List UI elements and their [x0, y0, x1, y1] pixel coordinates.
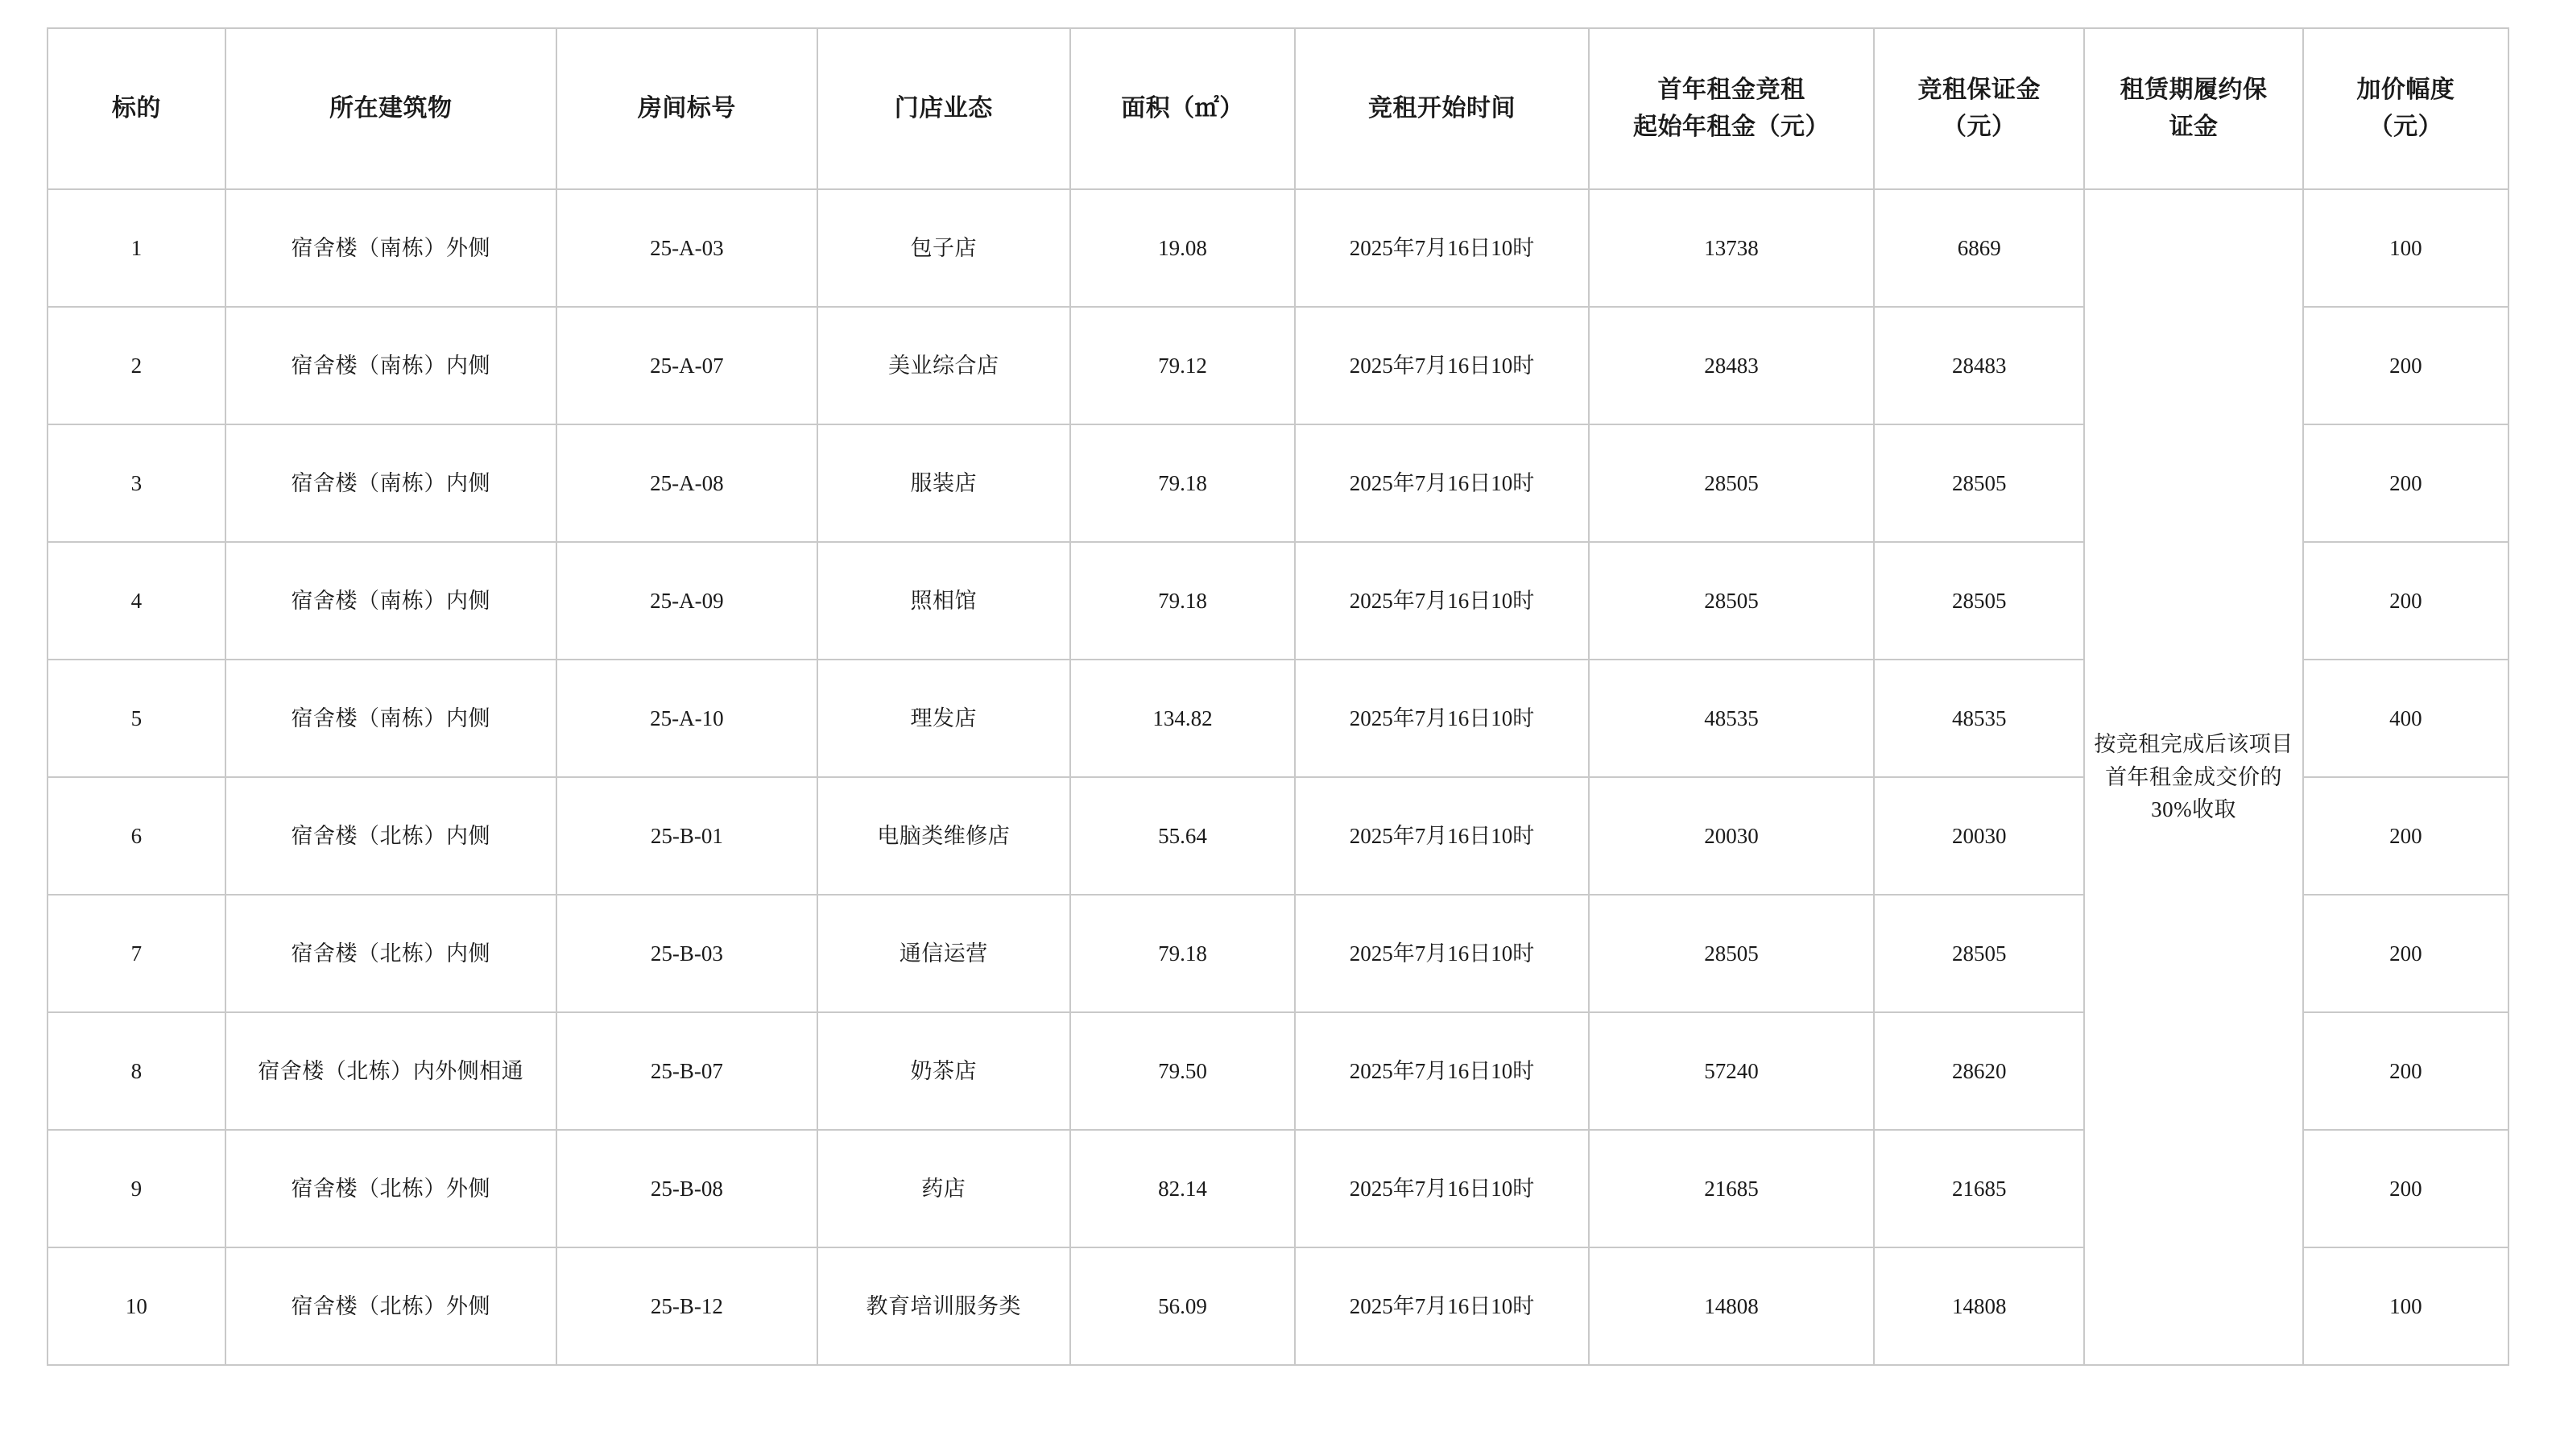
- col-incr: [2303, 28, 2508, 189]
- cell-bid-number: 9: [48, 1130, 225, 1247]
- cell-increment: 200: [2303, 307, 2508, 424]
- cell-increment: 200: [2303, 424, 2508, 542]
- cell-room-number: 25-A-09: [556, 542, 817, 660]
- cell-area: 82.14: [1070, 1130, 1295, 1247]
- col-perf-line-1: 租赁期履约保: [2120, 76, 2268, 103]
- cell-bid-deposit: 28505: [1874, 424, 2084, 542]
- cell-business-type: 服装店: [817, 424, 1070, 542]
- cell-business-type: 奶茶店: [817, 1012, 1070, 1130]
- cell-bid-number: 6: [48, 777, 225, 895]
- cell-bid-number: 2: [48, 307, 225, 424]
- cell-start-time: 2025年7月16日10时: [1295, 895, 1589, 1012]
- cell-bid-number: 1: [48, 189, 225, 307]
- cell-room-number: 25-A-03: [556, 189, 817, 307]
- cell-area: 79.18: [1070, 542, 1295, 660]
- cell-bid-number: 3: [48, 424, 225, 542]
- col-no-line-1: 标的: [111, 94, 161, 122]
- cell-increment: 400: [2303, 660, 2508, 777]
- cell-starting-rent: 21685: [1589, 1130, 1874, 1247]
- col-building-line-1: 所在建筑物: [329, 94, 453, 122]
- cell-increment: 200: [2303, 895, 2508, 1012]
- col-room-line-1: 房间标号: [637, 94, 736, 122]
- cell-performance-deposit: 按竞租完成后该项目首年租金成交价的30%收取: [2084, 189, 2302, 1365]
- cell-starting-rent: 13738: [1589, 189, 1874, 307]
- cell-starting-rent: 28505: [1589, 895, 1874, 1012]
- cell-start-time: 2025年7月16日10时: [1295, 1130, 1589, 1247]
- col-perf-line-2: 证金: [2169, 114, 2219, 140]
- col-incr-line-1: 加价幅度: [2356, 76, 2455, 103]
- cell-building: 宿舍楼（南栋）外侧: [225, 189, 556, 307]
- cell-bid-deposit: 28505: [1874, 542, 2084, 660]
- cell-business-type: 包子店: [817, 189, 1070, 307]
- table-row: [48, 189, 2508, 307]
- cell-room-number: 25-A-08: [556, 424, 817, 542]
- cell-room-number: 25-B-12: [556, 1247, 817, 1365]
- cell-bid-number: 10: [48, 1247, 225, 1365]
- cell-bid-deposit: 20030: [1874, 777, 2084, 895]
- table-header: [48, 28, 2508, 189]
- col-rent: [1589, 28, 1874, 189]
- cell-room-number: 25-B-08: [556, 1130, 817, 1247]
- cell-building: 宿舍楼（南栋）内侧: [225, 660, 556, 777]
- cell-bid-deposit: 6869: [1874, 189, 2084, 307]
- table-header-row: [48, 28, 2508, 189]
- col-rent-line-1: 首年租金竞租: [1657, 76, 1805, 103]
- cell-area: 55.64: [1070, 777, 1295, 895]
- cell-building: 宿舍楼（北栋）内侧: [225, 777, 556, 895]
- col-rent-line-2: 起始年租金（元）: [1632, 114, 1830, 140]
- cell-room-number: 25-A-07: [556, 307, 817, 424]
- cell-start-time: 2025年7月16日10时: [1295, 542, 1589, 660]
- cell-bid-deposit: 14808: [1874, 1247, 2084, 1365]
- cell-room-number: 25-B-03: [556, 895, 817, 1012]
- cell-area: 56.09: [1070, 1247, 1295, 1365]
- cell-start-time: 2025年7月16日10时: [1295, 777, 1589, 895]
- col-area: [1070, 28, 1295, 189]
- cell-starting-rent: 57240: [1589, 1012, 1874, 1130]
- table-body: [48, 189, 2508, 1365]
- cell-business-type: 电脑类维修店: [817, 777, 1070, 895]
- cell-building: 宿舍楼（北栋）内侧: [225, 895, 556, 1012]
- cell-building: 宿舍楼（南栋）内侧: [225, 307, 556, 424]
- cell-bid-deposit: 21685: [1874, 1130, 2084, 1247]
- col-start-line-1: 竞租开始时间: [1367, 94, 1516, 122]
- cell-bid-deposit: 28505: [1874, 895, 2084, 1012]
- cell-building: 宿舍楼（南栋）内侧: [225, 542, 556, 660]
- cell-business-type: 照相馆: [817, 542, 1070, 660]
- cell-bid-number: 7: [48, 895, 225, 1012]
- cell-area: 79.18: [1070, 895, 1295, 1012]
- cell-bid-number: 4: [48, 542, 225, 660]
- cell-starting-rent: 48535: [1589, 660, 1874, 777]
- col-no: [48, 28, 225, 189]
- bid-listing-table: [47, 27, 2509, 1366]
- col-deposit: [1874, 28, 2084, 189]
- cell-room-number: 25-B-01: [556, 777, 817, 895]
- cell-starting-rent: 14808: [1589, 1247, 1874, 1365]
- cell-starting-rent: 28505: [1589, 424, 1874, 542]
- cell-building: 宿舍楼（北栋）内外侧相通: [225, 1012, 556, 1130]
- cell-starting-rent: 20030: [1589, 777, 1874, 895]
- cell-start-time: 2025年7月16日10时: [1295, 307, 1589, 424]
- cell-area: 79.18: [1070, 424, 1295, 542]
- cell-increment: 100: [2303, 1247, 2508, 1365]
- cell-increment: 200: [2303, 542, 2508, 660]
- col-biz-line-1: 门店业态: [894, 94, 993, 122]
- cell-starting-rent: 28505: [1589, 542, 1874, 660]
- col-incr-line-2: （元）: [2368, 114, 2443, 140]
- cell-bid-deposit: 28483: [1874, 307, 2084, 424]
- cell-start-time: 2025年7月16日10时: [1295, 660, 1589, 777]
- col-deposit-line-2: （元）: [1942, 114, 2016, 140]
- cell-start-time: 2025年7月16日10时: [1295, 1012, 1589, 1130]
- cell-building: 宿舍楼（南栋）内侧: [225, 424, 556, 542]
- cell-bid-number: 5: [48, 660, 225, 777]
- col-room: [556, 28, 817, 189]
- cell-area: 134.82: [1070, 660, 1295, 777]
- cell-increment: 200: [2303, 1130, 2508, 1247]
- cell-room-number: 25-B-07: [556, 1012, 817, 1130]
- cell-start-time: 2025年7月16日10时: [1295, 1247, 1589, 1365]
- cell-business-type: 通信运营: [817, 895, 1070, 1012]
- cell-start-time: 2025年7月16日10时: [1295, 189, 1589, 307]
- cell-bid-number: 8: [48, 1012, 225, 1130]
- cell-business-type: 理发店: [817, 660, 1070, 777]
- cell-building: 宿舍楼（北栋）外侧: [225, 1130, 556, 1247]
- cell-bid-deposit: 48535: [1874, 660, 2084, 777]
- cell-increment: 200: [2303, 777, 2508, 895]
- cell-area: 79.12: [1070, 307, 1295, 424]
- cell-area: 19.08: [1070, 189, 1295, 307]
- col-perf: [2084, 28, 2302, 189]
- cell-building: 宿舍楼（北栋）外侧: [225, 1247, 556, 1365]
- col-biz: [817, 28, 1070, 189]
- cell-room-number: 25-A-10: [556, 660, 817, 777]
- cell-bid-deposit: 28620: [1874, 1012, 2084, 1130]
- col-area-line-1: 面积（㎡）: [1121, 94, 1244, 122]
- col-deposit-line-1: 竞租保证金: [1917, 76, 2041, 103]
- cell-business-type: 药店: [817, 1130, 1070, 1247]
- cell-starting-rent: 28483: [1589, 307, 1874, 424]
- cell-increment: 200: [2303, 1012, 2508, 1130]
- cell-business-type: 美业综合店: [817, 307, 1070, 424]
- cell-area: 79.50: [1070, 1012, 1295, 1130]
- cell-increment: 100: [2303, 189, 2508, 307]
- cell-business-type: 教育培训服务类: [817, 1247, 1070, 1365]
- cell-start-time: 2025年7月16日10时: [1295, 424, 1589, 542]
- col-building: [225, 28, 556, 189]
- col-start: [1295, 28, 1589, 189]
